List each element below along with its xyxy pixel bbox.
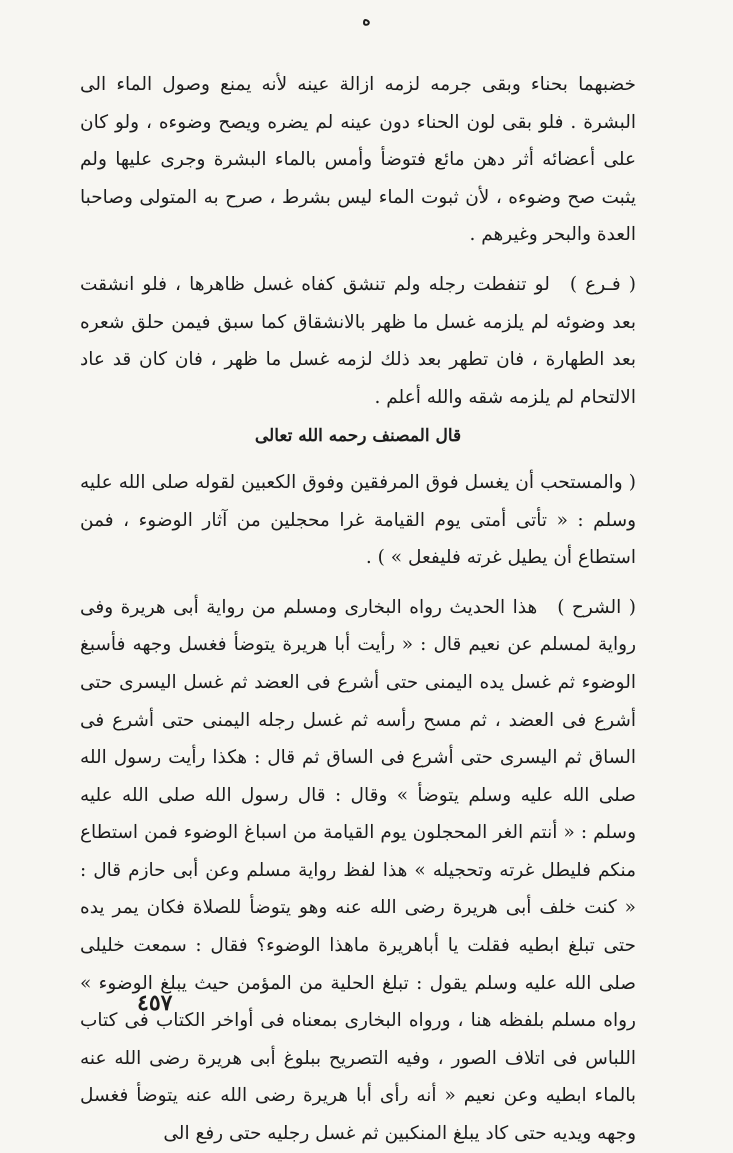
spacer xyxy=(80,254,636,266)
section-heading: قال المصنف رحمه الله تعالى xyxy=(254,426,462,447)
paragraph-commentary xyxy=(80,589,636,1153)
branch-label: ( فـرع ) xyxy=(569,273,636,295)
commentary-text: هذا الحديث رواه البخارى ومسلم من رواية أبى هريرة وفى رواية لمسلم عن نعيم قال : « رأيت أبا هريرة يتوضأ فغسل وجهه فأسبغ الوضوء ثم غسل يده اليمنى حتى أشرع فى العضد ثم غسل اليسرى حتى أشرع فى العضد ، ثم مسح رأسه ثم غسل رجله اليمنى حتى أشرع فى الساق ثم اليسرى حتى أشرع فى الساق ثم قال : هكذا رأيت رسول الله صلى الله عليه وسلم يتوضأ » وقال : قال رسول الله صلى الله عليه وسلم : « أنتم الغر المحجلون يوم القيامة من اسباغ الوضوء فمن استطاع منكم فليطل غرته وتحجيله » هذا لفظ رواية مسلم وعن أبى حازم قال : « كنت خلف أبى هريرة رضى الله عنه وهو يتوضأ للصلاة فكان يمر يده حتى تبلغ ابطيه فقلت يا أباهريرة ماهذا الوضوء؟ فقال : سمعت خليلى صلى الله عليه وسلم يقول : تبلغ الحلية من المؤمن حيث يبلغ الوضوء » رواه مسلم بلفظه هنا ، ورواه البخارى بمعناه فى أواخر الكتاب فى كتاب اللباس فى اتلاف الصور ، وفيه التصريح ببلوغ أبى هريرة رضى الله عنه بالماء ابطيه وعن نعيم « أنه رأى أبا هريرة رضى الله عنه يتوضأ فغسل وجهه ويديه حتى كاد يبلغ المنكبين ثم غسل رجليه حتى رفع الى xyxy=(80,596,636,1145)
paragraph-branch xyxy=(80,266,636,416)
paragraph-author-text: ( والمستحب أن يغسل فوق المرفقين وفوق الكعبين لقوله صلى الله عليه وسلم : « تأتى أمتى يوم القيامة غرا محجلين من آثار الوضوء ، فمن استطاع أن يطيل غرته فليفعل » ) . xyxy=(80,471,636,569)
branch-text: لو تنفطت رجله ولم تنشق كفاه غسل ظاهرها ، فلو انشقت بعد وضوئه لم يلزمه غسل ما ظهر بالانشقاق كما سبق فيمن حلق شعره بعد الطهارة ، فان تطهر بعد ذلك لزمه غسل ما ظهر ، فان كان قد عاد الالتحام لم يلزمه شقه والله أعلم . xyxy=(80,273,636,408)
page-number: ٤٥٧ xyxy=(137,990,173,1016)
paragraph-henna: خضبهما بحناء وبقى جرمه لزمه ازالة عينه لأنه يمنع وصول الماء الى البشرة . فلو بقى لون الحناء دون عينه لم يضره ويصح وضوءه ، ولو كان على أعضائه أثر دهن مائع فتوضأ وأمس بالماء البشرة وجرى عليها ولم يثبت صح وضوءه ، لأن ثبوت الماء ليس بشرط ، صرح به المتولى وصاحبا العدة والبحر وغيرهم . xyxy=(80,74,636,246)
top-mark: ه xyxy=(362,10,371,29)
spacer xyxy=(80,577,636,589)
commentary-label: ( الشرح ) xyxy=(557,596,636,618)
